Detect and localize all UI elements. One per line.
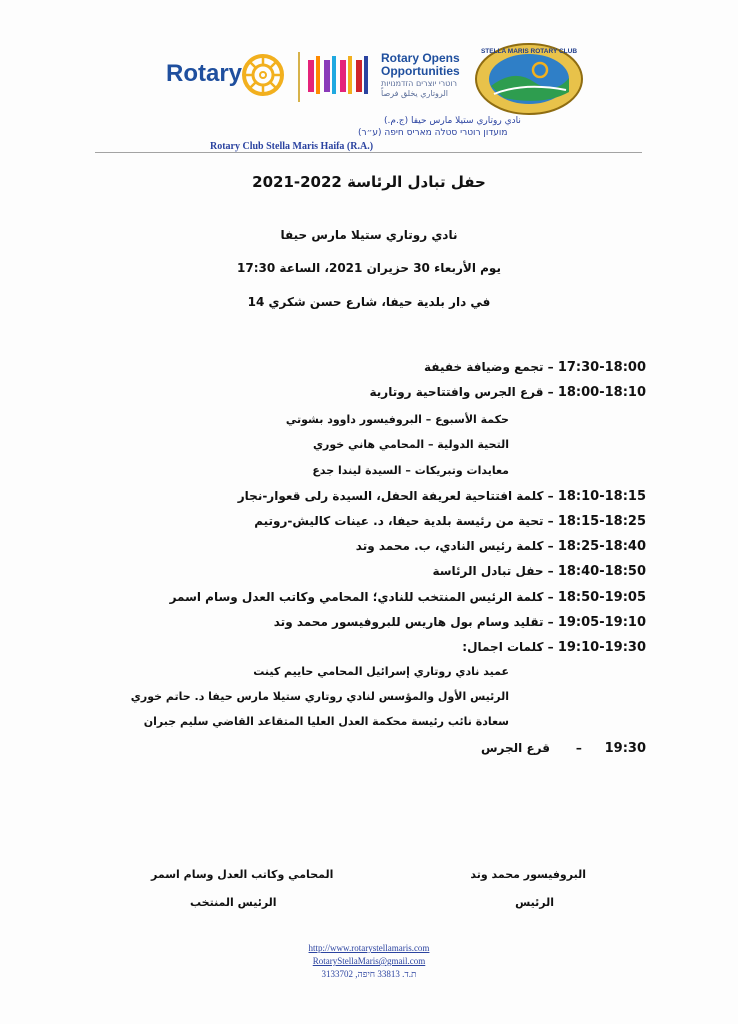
schedule-row — [370, 385, 647, 405]
final-text: قرع الجرس — [481, 741, 550, 755]
opening-item: معايدات وتبريكات – السيدة ليندا جدع — [312, 464, 509, 477]
final-dash: – — [575, 741, 582, 755]
opening-item: التحية الدولية – المحامي هاني خوري — [312, 438, 509, 451]
schedule-time: 18:40-18:50 — [557, 564, 646, 579]
elect-title: الرئيس المنتخب — [190, 896, 277, 909]
header-rule — [95, 152, 642, 153]
schedule-time: 18:50-19:05 — [557, 590, 646, 605]
schedule-text: – كلمة رئيس النادي، ب. محمد وتد — [355, 539, 554, 553]
website-link[interactable]: http://www.rotarystellamaris.com — [308, 943, 430, 953]
rotary-wheel-icon — [240, 52, 286, 98]
schedule-time: 18:15-18:25 — [557, 514, 646, 529]
closing-item: سعادة نائب رئيسة محكمة العدل العليا المتقاعد القاضي سليم جبران — [143, 715, 509, 728]
closing-item: عميد نادي روتاري إسرائيل المحامي حاييم كينت — [253, 665, 509, 678]
schedule-row — [462, 640, 646, 660]
president-title: الرئيس — [515, 896, 554, 909]
schedule-text: – قرع الجرس وافتتاحية روتارية — [369, 385, 554, 399]
schedule-time: 19:05-19:10 — [557, 615, 646, 630]
schedule-text: – تجمع وضيافة خفيفة — [424, 360, 554, 374]
opens-title — [381, 52, 460, 78]
schedule-row — [432, 564, 646, 584]
final-time: 19:30 — [604, 741, 646, 756]
event-club: نادي روتاري ستيلا مارس حيفا — [280, 228, 458, 242]
opening-item: حكمة الأسبوع – البروفيسور داوود بشوتي — [285, 413, 509, 426]
schedule-row — [170, 590, 646, 610]
club-name-hebrew: מועדון רוטרי סטלה מאריס חיפה (ע״ר) — [358, 128, 508, 138]
schedule-row — [356, 539, 646, 559]
schedule-row — [254, 514, 646, 534]
schedule-text: – تقليد وسام بول هاريس للبروفيسور محمد وتد — [273, 615, 554, 629]
schedule-time: 18:25-18:40 — [557, 539, 646, 554]
schedule-row — [274, 615, 646, 635]
schedule-text: – كلمات اجمال: — [462, 640, 554, 654]
club-name-arabic: نادي روتاري ستيلا مارس حيفا (ج.م.) — [384, 116, 521, 126]
schedule-time: 17:30-18:00 — [557, 360, 646, 375]
final-time-row — [576, 741, 646, 761]
postal-address: ת.ד. 33813 חיפה, 3133702 — [321, 969, 417, 979]
opportunities-logo-icon — [308, 54, 374, 98]
event-title: حفل تبادل الرئاسة 2022-2021 — [252, 173, 486, 191]
logo-divider — [298, 52, 300, 102]
event-venue: في دار بلدية حيفا، شارع حسن شكري 14 — [247, 295, 491, 309]
final-row — [481, 741, 550, 761]
opens-line2: Opportunities — [381, 64, 460, 78]
opens-arabic: الروتاري يخلق فرصاً — [381, 89, 448, 98]
schedule-time: 18:00-18:10 — [557, 385, 646, 400]
schedule-time: 18:10-18:15 — [557, 489, 646, 504]
event-date: يوم الأربعاء 30 حزيران 2021، الساعة 17:30 — [237, 261, 501, 275]
president-name: البروفيسور محمد وتد — [470, 868, 586, 881]
schedule-text: – حفل تبادل الرئاسة — [432, 564, 554, 578]
club-name-english: Rotary Club Stella Maris Haifa (R.A.) — [210, 141, 374, 152]
opens-line1: Rotary Opens — [381, 51, 460, 65]
schedule-text: – تحية من رئيسة بلدية حيفا، د. عينات كاليش-روتيم — [254, 514, 554, 528]
elect-name: المحامي وكاتب العدل وسام اسمر — [151, 868, 334, 881]
schedule-time: 19:10-19:30 — [557, 640, 646, 655]
schedule-text: – كلمة الرئيس المنتخب للنادي؛ المحامي وكاتب العدل وسام اسمر — [169, 590, 554, 604]
schedule-text: – كلمة افتتاحية لعريفة الحفل، السيدة رلى قعوار-نجار — [237, 489, 554, 503]
email-link[interactable]: RotaryStellaMaris@gmail.com — [312, 956, 426, 966]
rotary-wordmark: Rotary — [166, 60, 243, 87]
closing-item: الرئيس الأول والمؤسس لنادي روتاري ستيلا مارس حيفا د. حاتم خوري — [130, 690, 509, 703]
badge-label: STELLA MARIS ROTARY CLUB — [480, 48, 578, 55]
schedule-row — [238, 489, 646, 509]
club-badge-icon — [474, 42, 584, 116]
opens-hebrew: רוטרי יוצרים הזדמנויות — [381, 79, 458, 88]
schedule-row — [424, 360, 646, 380]
